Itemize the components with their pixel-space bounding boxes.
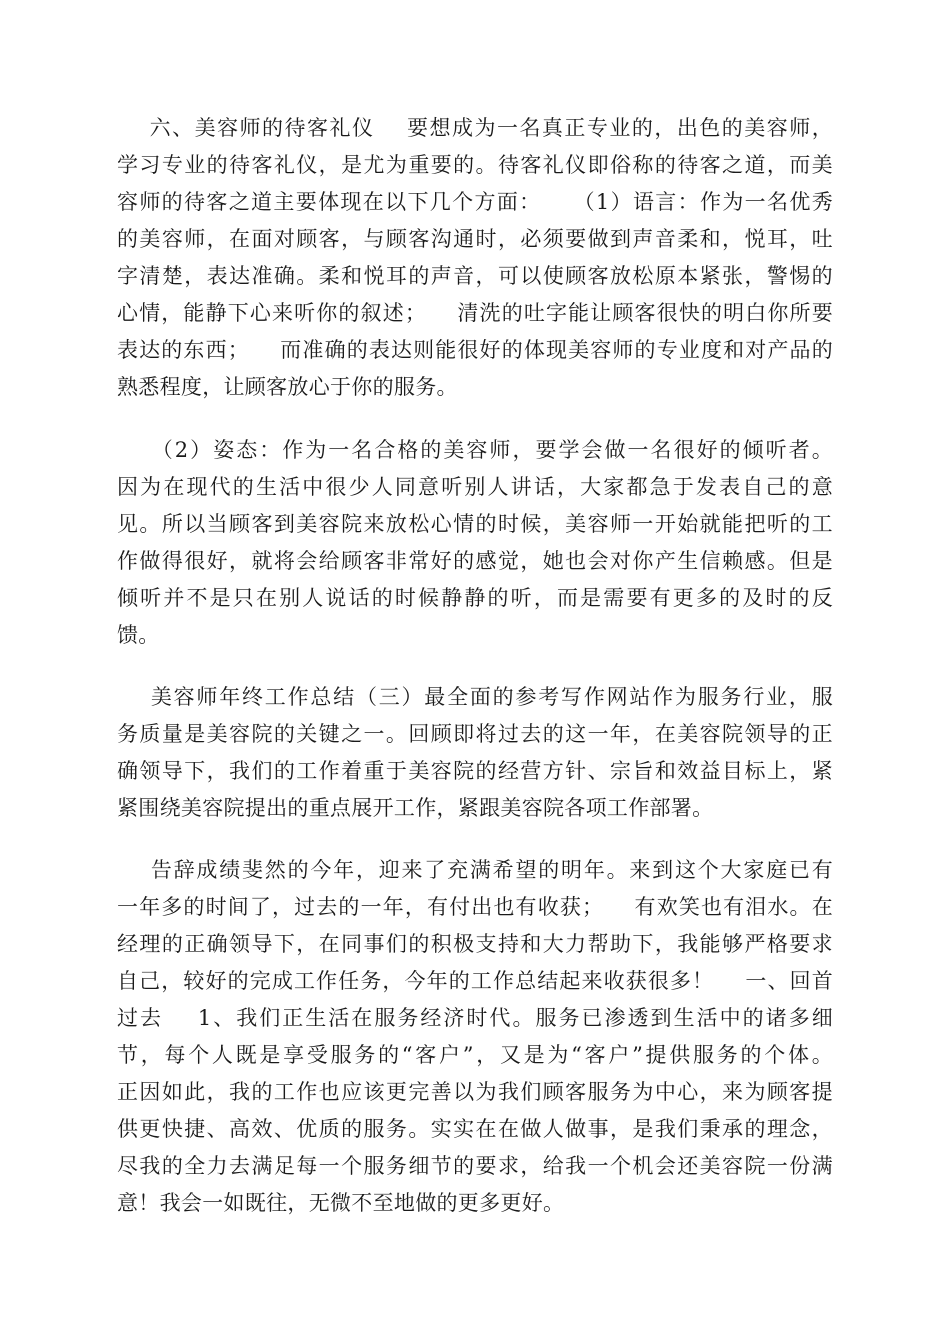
text-line: 过去 1、我们正生活在服务经济时代。服务已渗透到生活中的诸多细 xyxy=(117,1006,833,1030)
paragraph-year-end-summary xyxy=(117,679,833,827)
paragraph-posture xyxy=(117,432,833,654)
text-line: 告辞成绩斐然的今年，迎来了充满希望的明年。来到这个大家庭已有 xyxy=(117,858,833,882)
text-line: 一年多的时间了，过去的一年，有付出也有收获； 有欢笑也有泪水。在 xyxy=(117,895,833,919)
text-line: 熟悉程度，让顾客放心于你的服务。 xyxy=(117,375,458,399)
text-line: 字清楚，表达准确。柔和悦耳的声音，可以使顾客放松原本紧张，警惕的 xyxy=(117,264,833,288)
text-line: 尽我的全力去满足每一个服务细节的要求，给我一个机会还美容院一份满 xyxy=(117,1154,833,1178)
text-line: 节，每个人既是享受服务的“客户”，又是为“客户”提供服务的个体。 xyxy=(117,1043,833,1067)
text-line: 务质量是美容院的关键之一。回顾即将过去的这一年，在美容院领导的正 xyxy=(117,722,833,746)
text-line: 经理的正确领导下，在同事们的积极支持和大力帮助下，我能够严格要求 xyxy=(117,932,833,956)
text-line: 容师的待客之道主要体现在以下几个方面： （1）语言：作为一名优秀 xyxy=(117,190,833,214)
text-line: 六、美容师的待客礼仪 要想成为一名真正专业的，出色的美容师， xyxy=(117,116,833,140)
text-line: 馈。 xyxy=(117,623,160,647)
text-line: （2）姿态：作为一名合格的美容师，要学会做一名很好的倾听者。 xyxy=(117,438,833,462)
text-line: 因为在现代的生活中很少人同意听别人讲话，大家都急于发表自己的意 xyxy=(117,475,833,499)
text-line: 表达的东西； 而准确的表达则能很好的体现美容师的专业度和对产品的 xyxy=(117,338,833,362)
paragraph-farewell-review xyxy=(117,852,833,1222)
text-line: 心情，能静下心来听你的叙述； 清洗的吐字能让顾客很快的明白你所要 xyxy=(117,301,833,325)
text-line: 美容师年终工作总结（三）最全面的参考写作网站作为服务行业，服 xyxy=(117,685,833,709)
text-line: 意！我会一如既往，无微不至地做的更多更好。 xyxy=(117,1191,565,1215)
text-line: 自己，较好的完成工作任务，今年的工作总结起来收获很多！ 一、回首 xyxy=(117,969,833,993)
text-line: 倾听并不是只在别人说话的时候静静的听，而是需要有更多的及时的反 xyxy=(117,586,833,610)
text-line: 供更快捷、高效、优质的服务。实实在在做人做事，是我们秉承的理念， xyxy=(117,1117,833,1141)
text-line: 作做得很好，就将会给顾客非常好的感觉，她也会对你产生信赖感。但是 xyxy=(117,549,833,573)
text-line: 的美容师，在面对顾客，与顾客沟通时，必须要做到声音柔和，悦耳，吐 xyxy=(117,227,833,251)
text-line: 学习专业的待客礼仪，是尤为重要的。待客礼仪即俗称的待客之道，而美 xyxy=(117,153,833,177)
text-line: 紧围绕美容院提出的重点展开工作，紧跟美容院各项工作部署。 xyxy=(117,796,714,820)
text-line: 确领导下，我们的工作着重于美容院的经营方针、宗旨和效益目标上，紧 xyxy=(117,759,833,783)
paragraph-beautician-etiquette xyxy=(117,110,833,406)
text-line: 正因如此，我的工作也应该更完善以为我们顾客服务为中心，来为顾客提 xyxy=(117,1080,833,1104)
text-line: 见。所以当顾客到美容院来放松心情的时候，美容师一开始就能把听的工 xyxy=(117,512,833,536)
